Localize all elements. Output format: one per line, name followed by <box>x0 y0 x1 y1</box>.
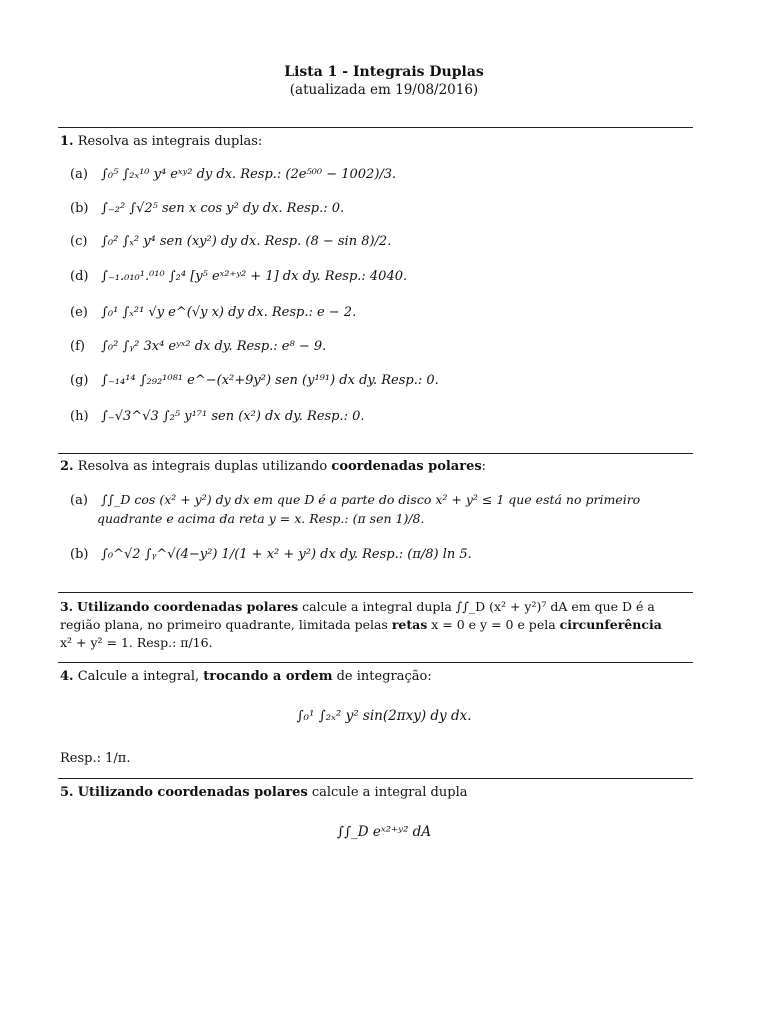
question-text: Resolva as integrais duplas: <box>77 134 263 149</box>
question-emphasis: retas <box>391 617 428 632</box>
display-equation: ∫∫_D eˣ²⁺ʸ² dA <box>336 824 432 840</box>
question-text: : <box>481 459 487 474</box>
question-text: região plana, no primeiro quadrante, limitada pelas <box>60 617 388 632</box>
question-text: Resolva as integrais duplas utilizando <box>77 459 328 474</box>
question-1-heading <box>60 133 696 151</box>
exercise-item <box>70 491 693 510</box>
section-divider <box>58 778 693 779</box>
answer-text: Resp.: 1/π. <box>60 751 131 766</box>
question-text: x = 0 e y = 0 e pela <box>431 617 556 632</box>
question-emphasis: Utilizando coordenadas polares <box>77 599 299 614</box>
question-text: calcule a integral dupla ∫∫_D (x² + y²)⁷ dA em que D é a <box>302 599 655 614</box>
exercise-item <box>70 546 472 564</box>
item-label: (h) <box>70 409 89 424</box>
item-expression: ∫₀² ∫ᵧ² 3x⁴ eʸˣ² dx dy. Resp.: e⁸ − 9. <box>101 339 327 354</box>
section-divider <box>58 127 693 128</box>
question-number: 1. <box>60 134 74 149</box>
exercise-item <box>70 200 344 218</box>
item-expression: ∫∫_D cos (x² + y²) dy dx em que D é a parte do disco x² + y² ≤ 1 que está no primeiro <box>101 492 641 507</box>
item-label: (a) <box>70 167 88 182</box>
document-title: Lista 1 - Integrais Duplas <box>284 64 484 80</box>
item-expression: ∫₋₁₄¹⁴ ∫₂₉₂¹⁰⁸¹ e^−(x²+9y²) sen (y¹⁹¹) dx dy. Resp.: 0. <box>101 373 439 388</box>
exercise-item <box>70 408 365 426</box>
question-text: de integração: <box>336 669 432 684</box>
question-number: 3. <box>60 599 74 614</box>
item-expression: ∫₋₁.₀₁₀¹.⁰¹⁰ ∫₂⁴ [y⁵ eˣ²⁺ʸ² + 1] dx dy. Resp.: 4040. <box>101 269 408 284</box>
exercise-item <box>70 372 439 390</box>
question-text: Calcule a integral, <box>77 669 200 684</box>
document-subtitle: (atualizada em 19/08/2016) <box>289 82 479 98</box>
item-label: (c) <box>70 234 88 249</box>
item-label: (d) <box>70 269 89 284</box>
item-label: (e) <box>70 305 88 320</box>
question-text: x² + y² = 1. Resp.: π/16. <box>60 635 213 650</box>
question-emphasis: circunferência <box>559 617 662 632</box>
exercise-item <box>70 338 326 356</box>
question-emphasis: trocando a ordem <box>203 669 333 684</box>
item-expression: quadrante e acima da reta y = x. Resp.: (π sen 1)/8. <box>97 511 425 526</box>
item-label: (g) <box>70 373 89 388</box>
display-equation: ∫₀¹ ∫₂ₓ² y² sin(2πxy) dy dx. <box>296 708 472 724</box>
item-expression: ∫₋₂² ∫√2⁵ sen x cos y² dy dx. Resp.: 0. <box>101 201 345 216</box>
question-emphasis: coordenadas polares <box>331 459 482 474</box>
section-divider <box>58 662 693 663</box>
question-emphasis: Utilizando coordenadas polares <box>77 785 308 800</box>
item-expression: ∫₀² ∫ₓ² y⁴ sen (xy²) dy dx. Resp. (8 − sin 8)/2. <box>101 234 392 249</box>
question-3-line <box>60 634 696 652</box>
question-3-line <box>60 598 696 616</box>
question-number: 5. <box>60 785 74 800</box>
question-2-heading <box>60 458 696 476</box>
exercise-item-continuation <box>97 510 424 529</box>
item-expression: ∫₀^√2 ∫ᵧ^√(4−y²) 1/(1 + x² + y²) dx dy. Resp.: (π/8) ln 5. <box>101 547 472 562</box>
item-expression: ∫₀¹ ∫ₓ²¹ √y e^(√y x) dy dx. Resp.: e − 2. <box>101 305 357 320</box>
question-3-line <box>60 616 696 634</box>
item-label: (b) <box>70 201 89 216</box>
item-label: (f) <box>70 339 85 354</box>
section-divider <box>58 592 693 593</box>
question-text: calcule a integral dupla <box>311 785 468 800</box>
question-5-heading <box>60 784 696 802</box>
question-number: 2. <box>60 459 74 474</box>
question-number: 4. <box>60 669 74 684</box>
item-expression: ∫₀⁵ ∫₂ₓ¹⁰ y⁴ eˣʸ² dy dx. Resp.: (2e⁵⁰⁰ − 1002)/3. <box>101 167 397 182</box>
item-label: (b) <box>70 547 89 562</box>
exercise-item <box>70 166 396 184</box>
section-divider <box>58 453 693 454</box>
exercise-item <box>70 233 391 251</box>
question-4-heading <box>60 668 696 686</box>
item-label: (a) <box>70 493 88 508</box>
item-expression: ∫₋√3^√3 ∫₂⁵ y¹⁷¹ sen (x²) dx dy. Resp.: 0. <box>101 409 365 424</box>
exercise-item <box>70 304 356 322</box>
exercise-item <box>70 268 407 286</box>
